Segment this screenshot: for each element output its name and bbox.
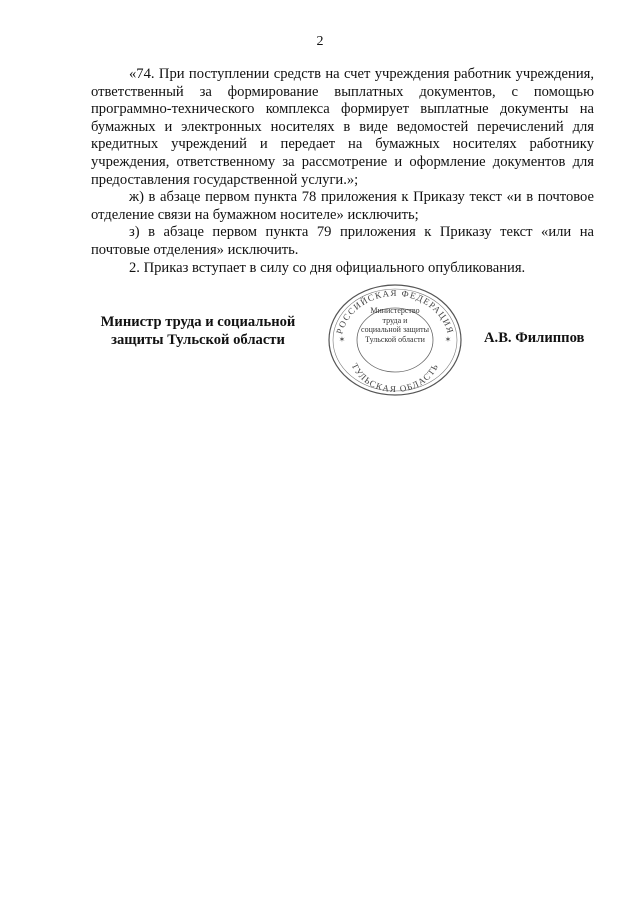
- seal-center-line1: Министерство: [370, 306, 420, 315]
- paragraph-item-74: «74. При поступлении средств на счет учреждения работник учреждения, ответственный за формирование выплатных документов, с помощью программно-технического комплекса формирует выплатные документы на бумажных и электронных носителях в виде ведомостей перечислений для кредитных учреждений и передает на бумажных носителях работнику учреждения, ответственному за рассмотрение и оформление документов для предоставления государственной услуги.»;: [91, 66, 594, 188]
- signatory-position-line1: Министр труда и социальной: [100, 314, 296, 330]
- paragraph-subitem-zh: ж) в абзаце первом пункта 78 приложения к Приказу текст «и в почтовое отделение связи на бумажном носителе» исключить;: [91, 189, 594, 223]
- seal-ring-bottom-text: ТУЛЬСКАЯ ОБЛАСТЬ: [349, 361, 441, 395]
- signatory-position-line2: защиты Тульской области: [111, 332, 285, 348]
- seal-center-line3: социальной защиты: [361, 325, 429, 334]
- signatory-name: А.В. Филиппов: [484, 330, 585, 346]
- signature-block: [0, 282, 640, 402]
- paragraph-item-2: 2. Приказ вступает в силу со дня официального опубликования.: [129, 259, 526, 276]
- seal-center-text: [361, 306, 429, 344]
- svg-text:✶: ✶: [444, 335, 452, 344]
- document-body: [91, 66, 594, 277]
- page-number: 2: [316, 34, 324, 49]
- seal-center-line4: Тульской области: [365, 334, 425, 344]
- signatory-position: [92, 313, 304, 349]
- paragraph-subitem-z: з) в абзаце первом пункта 79 приложения к Приказу текст «или на почтовые отделения» исключить.: [91, 224, 594, 258]
- seal-center-line2: труда и: [382, 315, 408, 325]
- svg-text:✶: ✶: [338, 335, 346, 344]
- seal-ring-top-text: РОССИЙСКАЯ ФЕДЕРАЦИЯ: [334, 287, 456, 336]
- official-seal: [325, 282, 465, 397]
